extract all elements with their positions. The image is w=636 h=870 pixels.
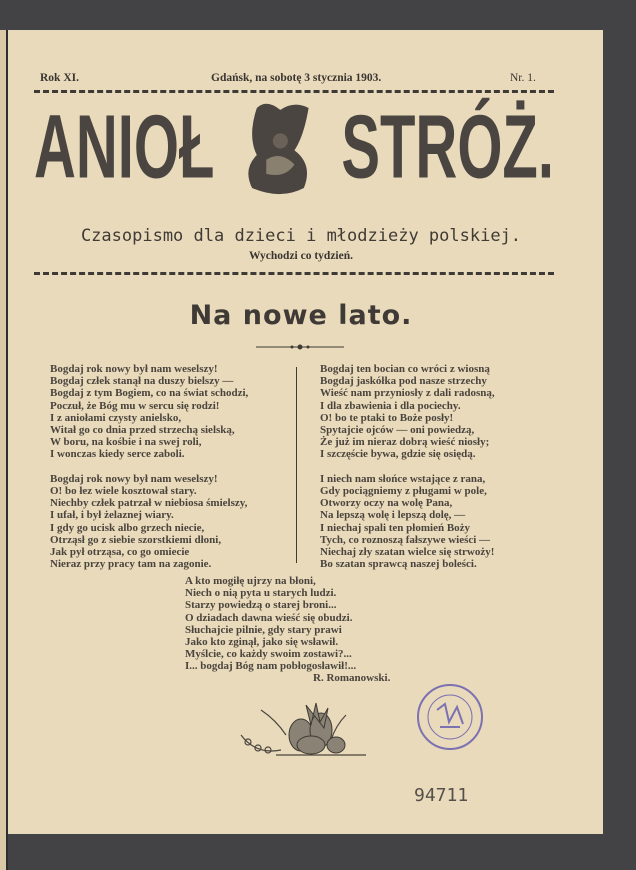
verse-line: Jak pył otrząsa, co go omiecie [50,546,190,559]
verse-line: Spytajcie ojców — oni powiedzą, [320,424,475,437]
verse-line: Słuchajcie pilnie, gdy stary prawi [185,623,342,636]
verse-line: I niechaj spali ten płomień Boży [320,521,471,534]
verse-line: I z aniołami czysty anielsko, [50,411,182,424]
header-rule [34,90,554,93]
poem-right-column [320,363,495,570]
verse-line: Bogdaj rok nowy był nam weselszy! [50,363,218,375]
verse-line: Witał go co dnia przed strzechą sielską, [50,424,235,437]
verse-line: Bogdaj człek stanął na duszy bielszy — [50,375,234,388]
verse-line: Bogdaj jaskółka pod nasze strzechy [320,375,487,388]
verse-line: I dla zbawienia i dla pociechy. [320,399,461,412]
year-label: Rok XI. [40,72,79,84]
verse-line: O dziadach dawna wieść się obudzi. [185,611,353,624]
flower-vignette-icon [236,700,376,760]
column-divider [296,367,297,563]
issue-number: Nr. 1. [510,72,536,84]
final-stanza [185,575,356,673]
verse-line: O! bo te ptaki to Boże posły! [320,411,454,424]
verse-line: Bo szatan sprawcą naszej boleści. [320,558,477,571]
verse-line: Niechby człek patrzał w niebiosa śmielszy, [50,497,248,510]
masthead-rule [34,272,554,275]
verse-line: I szczęście bywa, gdzie się osiędą. [320,448,476,461]
verse-line: A kto mogiłę ujrzy na błoni, [185,575,316,587]
verse-line: Poczuł, że Bóg mu w sercu się rodzi! [50,399,220,412]
masthead-title [34,98,554,198]
author-signature: R. Romanowski. [313,672,391,684]
verse-line: Że już im nieraz dobrą wieść niosły; [320,436,490,449]
poem-left-column [50,363,248,570]
verse-line: Gdy pociągniemy z pługami w pole, [320,485,487,498]
verse-line: I... bogdaj Bóg nam pobłogosławił!... [185,660,357,673]
verse-line: Na lepszą wolę i lepszą dolę, — [320,509,466,522]
verse-line: I niech nam słońce wstające z rana, [320,472,486,485]
verse-line: Otworzy oczy na wolę Pana, [320,497,453,510]
verse-line: Niech o nią pyta u starych ludzi. [185,587,337,600]
inventory-number: 94711 [414,785,469,806]
newspaper-page [8,30,603,834]
verse-line: Bogdaj rok nowy był nam weselszy! [50,472,218,485]
verse-line: I gdy go ucisk albo grzech niecie, [50,521,205,534]
verse-line: Starzy powiedzą o starej broni... [185,599,337,612]
verse-line: O! bo łez wiele kosztował stary. [50,485,197,498]
verse-line: Otrząsł go z siebie szorstkiemi dłoni, [50,533,222,546]
title-left: ANIOŁ [34,96,215,198]
frequency: Wychodzi co tydzień. [248,250,354,262]
verse-line: Niechaj zły szatan wielce się strwoży! [320,546,495,559]
verse-line: Myślcie, co każdy swoim zostawi?... [185,648,352,661]
verse-line: W boru, na kośbie i na swej roli, [50,436,202,449]
divider-ornament-icon [256,344,344,350]
title-right: STRÓŻ. [341,96,554,198]
verse-line: Nieraz przy pracy tam na zagonie. [50,558,212,571]
guardian-angel-emblem-icon [238,98,318,198]
verse-line: Wieść nam przyniosły z dali radosną, [320,387,495,400]
verse-line: Tych, co roznoszą fałszywe wieści — [320,533,491,546]
verse-line: Bogdaj z tym Bogiem, co na świat schodzi, [50,387,249,400]
verse-line: I wonczas kiedy serce zaboli. [50,448,185,461]
place-date: Gdańsk, na sobotę 3 stycznia 1903. [211,72,382,84]
subtitle: Czasopismo dla dzieci i młodzieży polskiej. [80,226,522,246]
poem-title: Na nowe lato. [189,300,413,331]
verse-line: Bogdaj ten bocian co wróci z wiosną [320,363,490,375]
library-stamp [415,682,485,752]
verse-line: I ufał, i był żelaznej wiary. [50,509,174,522]
verse-line: Jako kto zginął, jako się wsławił. [185,636,339,649]
